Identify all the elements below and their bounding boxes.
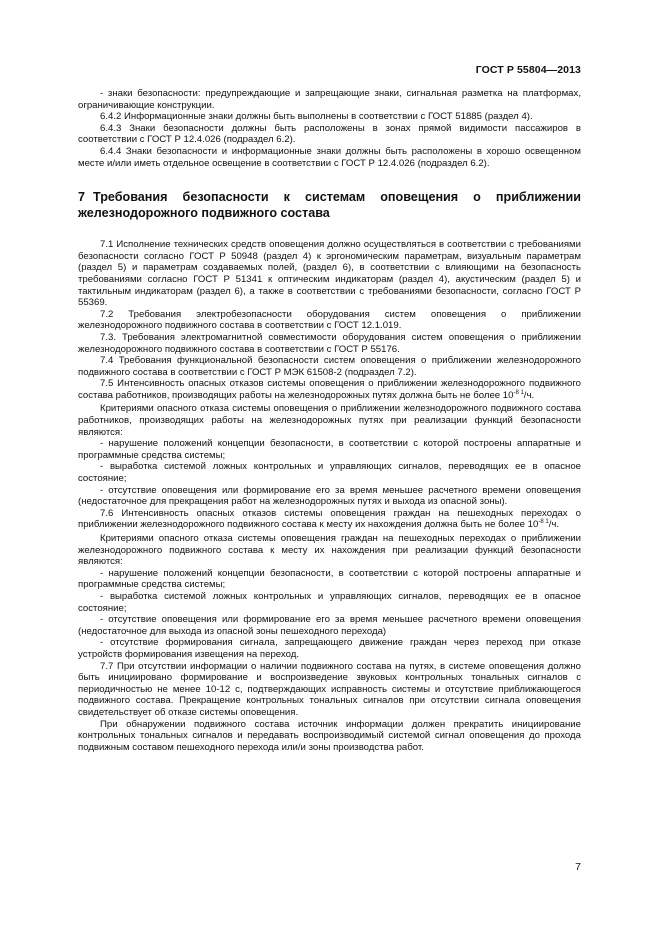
paragraph-7-5-text: 7.5 Интенсивность опасных отказов системы оповещения о приближении железнодорожного подвижного состава работников, производящих работы на железнодорожных путях должна быть не более 10 xyxy=(78,378,581,401)
paragraph-7-7: 7.7 При отсутствии информации о наличии подвижного состава на путях, в системе оповещения должно быть инициировано формирование и воспроизведение звуковых контрольных тональных сигналов с периодичностью не менее 10-12 с, подтверждающих исправность системы и отсутствие приближающегося подвижного состава. Прекращение контрольных тональных сигналов при отсутствии сигнала оповещения свидетельствует об отказе системы оповещения. xyxy=(78,660,581,718)
criteria-item: - выработка системой ложных контрольных и управляющих сигналов, переводящих ее в опасное состояние; xyxy=(78,461,581,485)
paragraph-7-6 xyxy=(78,508,581,531)
paragraph-6-4-2: 6.4.2 Информационные знаки должны быть выполнены в соответствии с ГОСТ 51885 (раздел 4). xyxy=(100,111,533,123)
unit: /ч. xyxy=(523,389,535,401)
document-code-header: ГОСТ Р 55804—2013 xyxy=(475,64,581,76)
paragraph-6-4-3: 6.4.3 Знаки безопасности должны быть расположены в зонах прямой видимости пассажиров в соответствии с ГОСТ Р 12.4.026 (подраздел 6.2). xyxy=(78,122,581,146)
exponent: -8 1 xyxy=(538,519,549,526)
exponent: -8 1 xyxy=(513,389,524,396)
unit: /ч. xyxy=(548,519,560,531)
criteria-intro-workers: Критериями опасного отказа системы оповещения о приближении железнодорожного подвижного состава работников, производящих работы на железнодорожных путях при реализации функций безопасности являются: xyxy=(78,403,581,438)
paragraph-7-2: 7.2 Требования электробезопасности оборудования систем оповещения о приближении железнодорожного подвижного состава в соответствии с ГОСТ 12.1.019. xyxy=(78,308,581,332)
criteria-item: - нарушение положений концепции безопасности, в соответствии с которой построены аппаратные и программные средства системы; xyxy=(78,567,581,591)
criteria-item: - выработка системой ложных контрольных и управляющих сигналов, переводящих ее в опасное состояние; xyxy=(78,590,581,614)
paragraph-7-3: 7.3. Требования электромагнитной совместимости оборудования систем оповещения о приближении железнодорожного подвижного состава в соответствии с ГОСТ Р 55176. xyxy=(78,331,581,355)
criteria-item: - отсутствие формирования сигнала, запрещающего движение граждан через переход при отказе устройств формирования извещения на переход. xyxy=(78,637,581,660)
paragraph-7-4: 7.4 Требования функциональной безопасности систем оповещения о приближении железнодорожного подвижного состава в соответствии с ГОСТ Р МЭК 61508-2 (подраздел 7.2). xyxy=(78,355,581,378)
paragraph-7-1: 7.1 Исполнение технических средств оповещения должно осуществляться в соответствии с требованиями безопасности согласно ГОСТ Р 50948 (раздел 4) к эргономическим параметрам, визуальным параметрам (раздел 5) и параметрам создаваемых полей, (раздел 6), в соответствии с влияющими на безопасность требованиями согласно ГОСТ Р 51341 к оптическим индикаторам (раздел 4), акустическим (раздел 5) и тактильным индикаторам (раздел 6), а также в соответствии с требованиями безопасности, согласно ГОСТ Р 55369. xyxy=(78,239,581,309)
paragraph-7-5 xyxy=(78,378,581,401)
paragraph-7-6-text: 7.6 Интенсивность опасных отказов системы оповещения граждан на пешеходных переходах о приближении железнодорожного подвижного состава к месту их нахождения должна быть не более 10 xyxy=(78,507,581,531)
section-number: 7 xyxy=(78,190,86,205)
document-body xyxy=(78,88,581,753)
page-number: 7 xyxy=(575,861,581,873)
criteria-item: - отсутствие оповещения или формирование его за время меньшее расчетного времени оповещения (недостаточное для выхода из опасной зоны пешеходного перехода) xyxy=(78,614,581,637)
criteria-item: - нарушение положений концепции безопасности, в соответствии с которой построены аппаратные и программные средства системы; xyxy=(78,438,581,461)
paragraph-7-7-continuation: При обнаружении подвижного состава источник информации должен прекратить инициирование контрольных тональных сигналов и передавать воспроизводимый системой сигнал оповещения до прохода подвижным составом пешеходного перехода или/и зоны производства работ. xyxy=(78,718,581,753)
section-heading xyxy=(78,189,581,221)
criteria-intro-pedestrians: Критериями опасного отказа системы оповещения граждан на пешеходных переходах о приближении железнодорожного подвижного состава к месту их нахождения при реализации функций безопасности являются: xyxy=(78,533,581,568)
criteria-item: - отсутствие оповещения или формирование его за время меньшее расчетного времени оповещения (недостаточное для прекращения работ на железнодорожных путях и выхода из опасной зоны). xyxy=(78,484,581,508)
paragraph-6-4-4: 6.4.4 Знаки безопасности и информационные знаки должны быть расположены в хорошо освещенном месте и/или иметь отдельное освещение в соответствии с ГОСТ Р 12.4.026 (подраздел 6.2). xyxy=(78,145,581,169)
section-title: Требования безопасности к системам оповещения о приближении железнодорожного подвижного состава xyxy=(78,190,581,221)
paragraph-safety-signs: - знаки безопасности: предупреждающие и запрещающие знаки, сигнальная разметка на платформах, ограничивающие конструкции. xyxy=(78,88,581,111)
